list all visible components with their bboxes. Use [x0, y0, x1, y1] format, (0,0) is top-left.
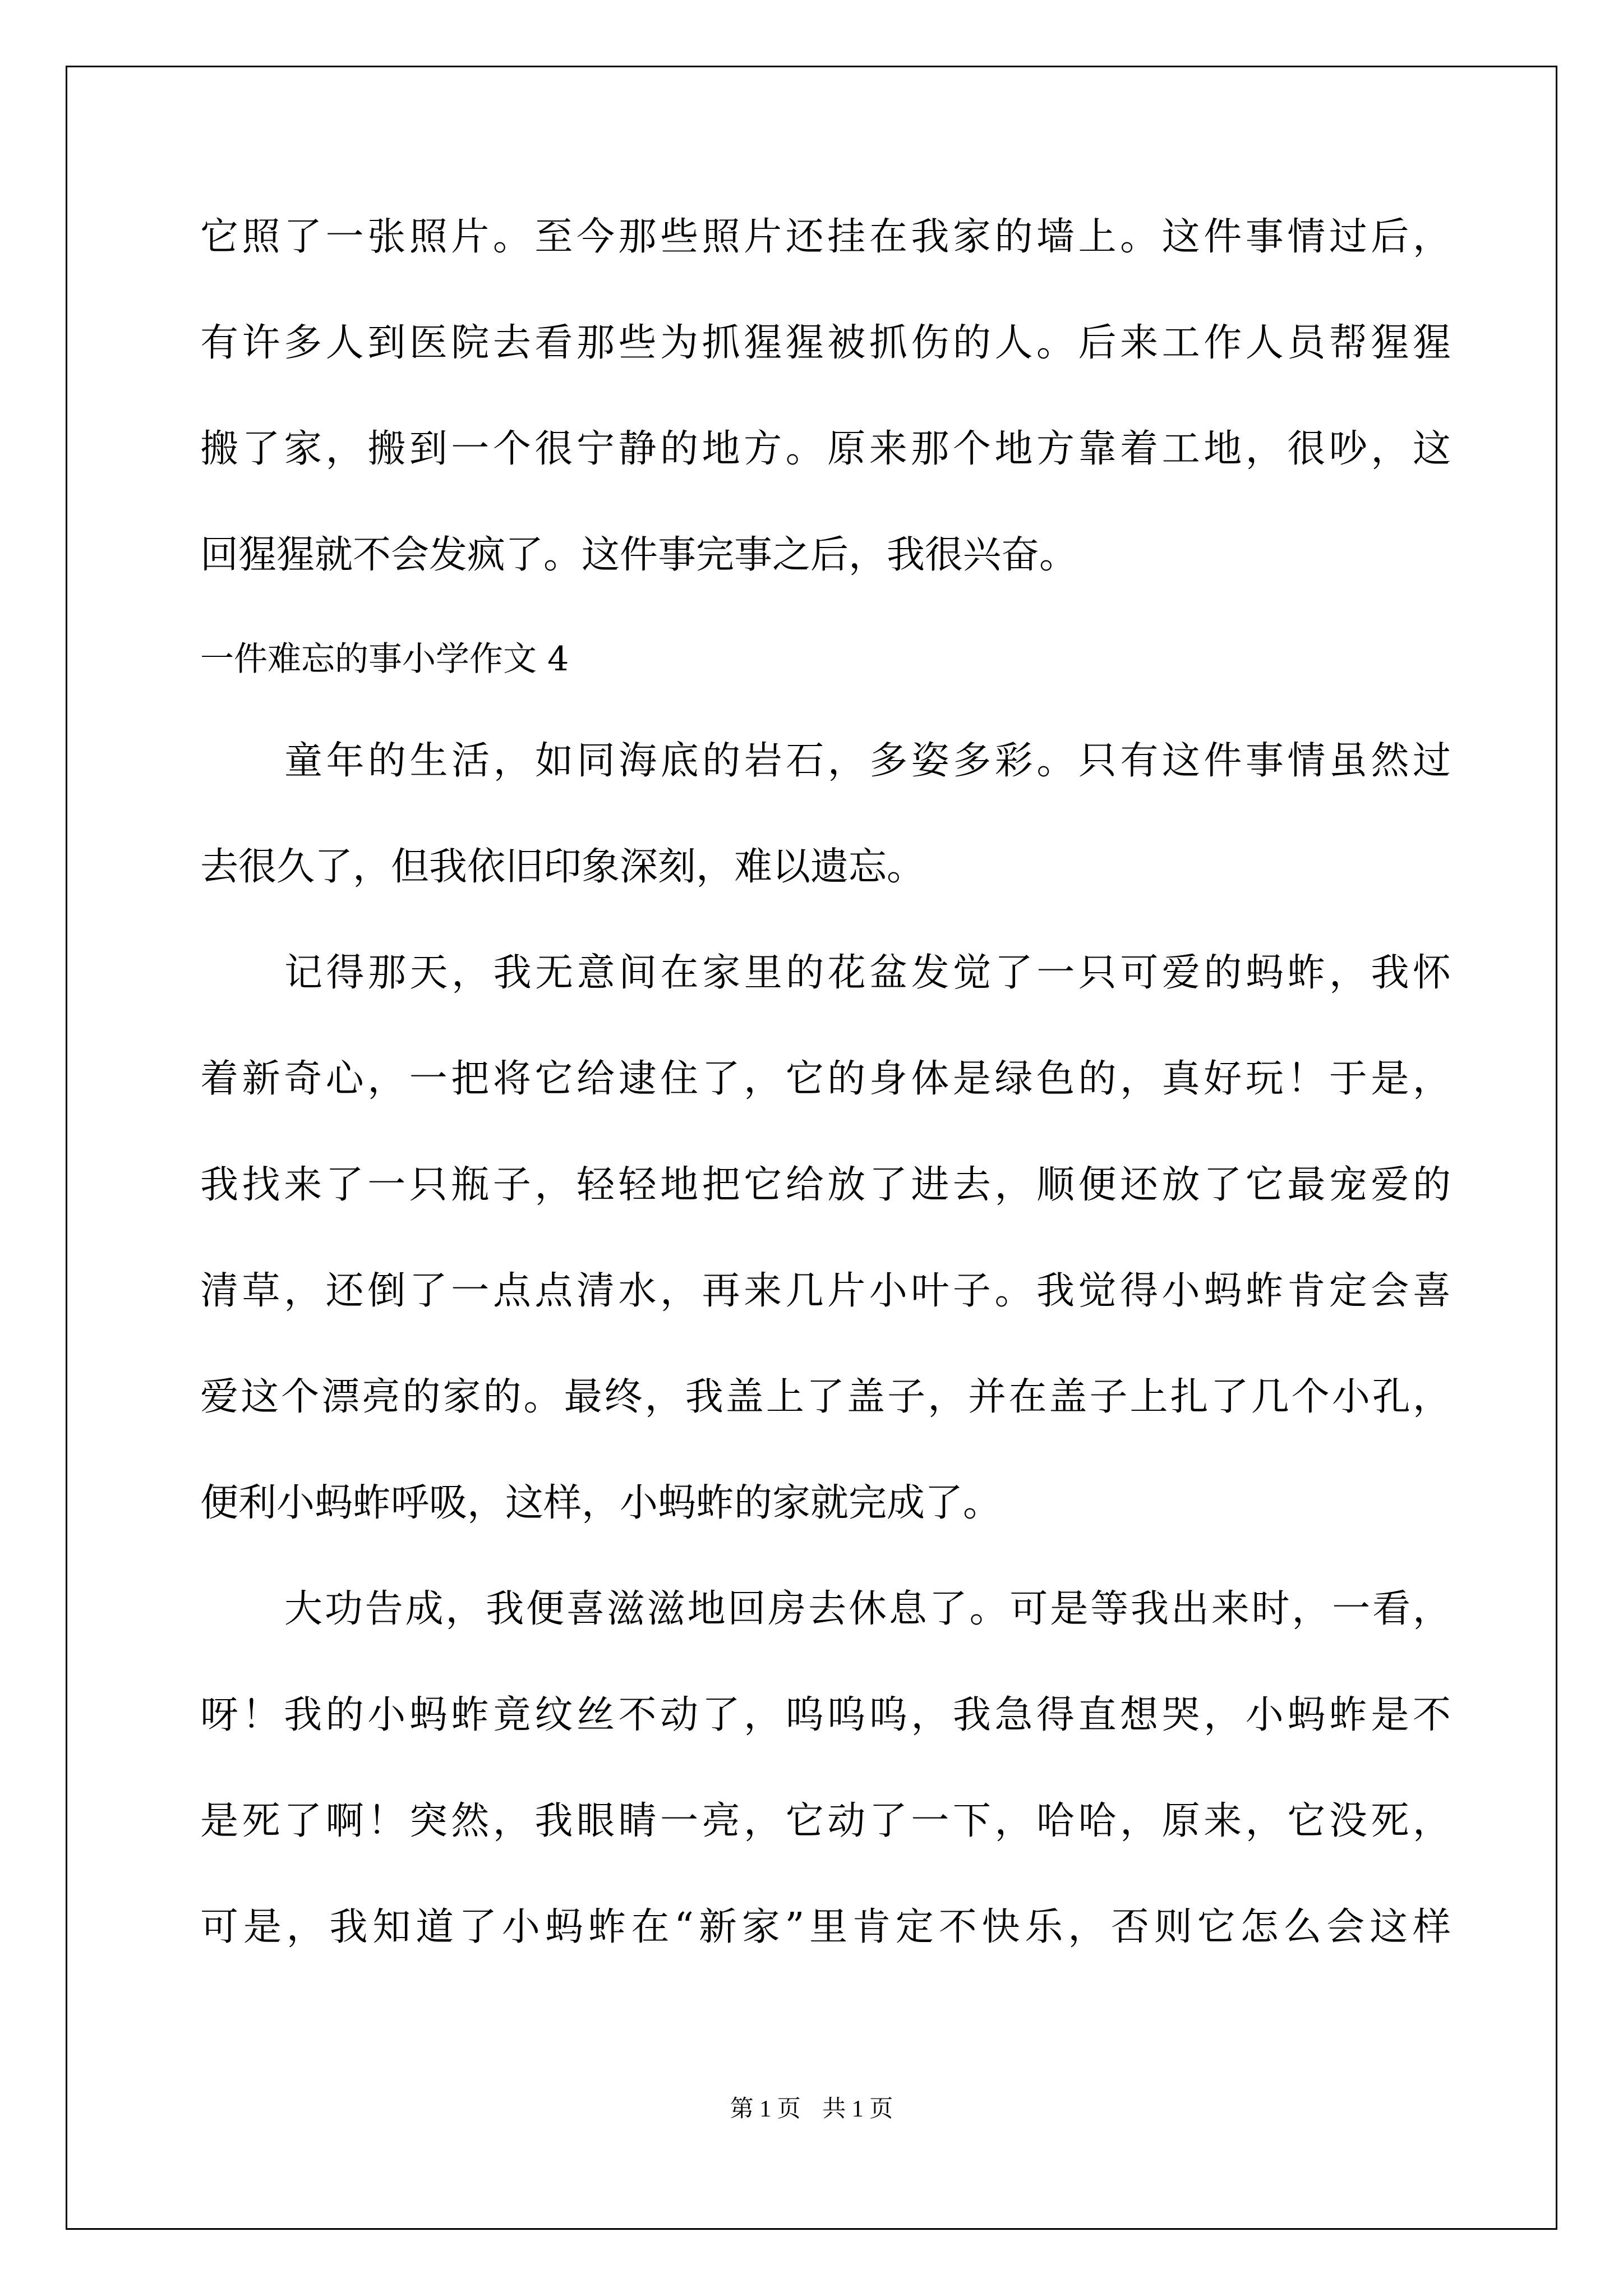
page-total: 共 1 页 — [822, 2096, 893, 2122]
text-line: 去很久了，但我依旧印象深刻，难以遗忘。 — [200, 845, 925, 889]
text-line: 回猩猩就不会发疯了。这件事完事之后，我很兴奋。 — [200, 533, 1078, 577]
text-line: 呀！我的小蚂蚱竟纹丝不动了，呜呜呜，我急得直想哭，小蚂蚱是不 — [200, 1693, 1451, 1737]
text-line: 着新奇心，一把将它给逮住了，它的身体是绿色的，真好玩！于是， — [200, 1057, 1451, 1101]
text-line: 爱这个漂亮的家的。最终，我盖上了盖子，并在盖子上扎了几个小孔， — [200, 1375, 1451, 1419]
text-line: 它照了一张照片。至今那些照片还挂在我家的墙上。这件事情过后， — [200, 215, 1451, 259]
text-line: 可是，我知道了小蚂蚱在“新家”里肯定不快乐，否则它怎么会这样 — [200, 1905, 1451, 1949]
text-line: 我找来了一只瓶子，轻轻地把它给放了进去，顺便还放了它最宠爱的 — [200, 1163, 1451, 1207]
page-number: 第 1 页 — [730, 2096, 801, 2122]
text-line: 便利小蚂蚱呼吸，这样，小蚂蚱的家就完成了。 — [200, 1481, 1002, 1525]
page-footer — [0, 2092, 1623, 2126]
text-line: 童年的生活，如同海底的岩石，多姿多彩。只有这件事情虽然过 — [284, 739, 1451, 783]
text-line: 是死了啊！突然，我眼睛一亮，它动了一下，哈哈，原来，它没死， — [200, 1799, 1451, 1843]
text-line: 搬了家，搬到一个很宁静的地方。原来那个地方靠着工地，很吵，这 — [200, 427, 1451, 471]
text-line: 记得那天，我无意间在家里的花盆发觉了一只可爱的蚂蚱，我怀 — [284, 951, 1451, 995]
text-line: 有许多人到医院去看那些为抓猩猩被抓伤的人。后来工作人员帮猩猩 — [200, 321, 1451, 365]
text-line: 大功告成，我便喜滋滋地回房去休息了。可是等我出来时，一看， — [284, 1587, 1451, 1631]
section-heading: 一件难忘的事小学作文 4 — [200, 639, 569, 679]
text-line: 清草，还倒了一点点清水，再来几片小叶子。我觉得小蚂蚱肯定会喜 — [200, 1269, 1451, 1313]
